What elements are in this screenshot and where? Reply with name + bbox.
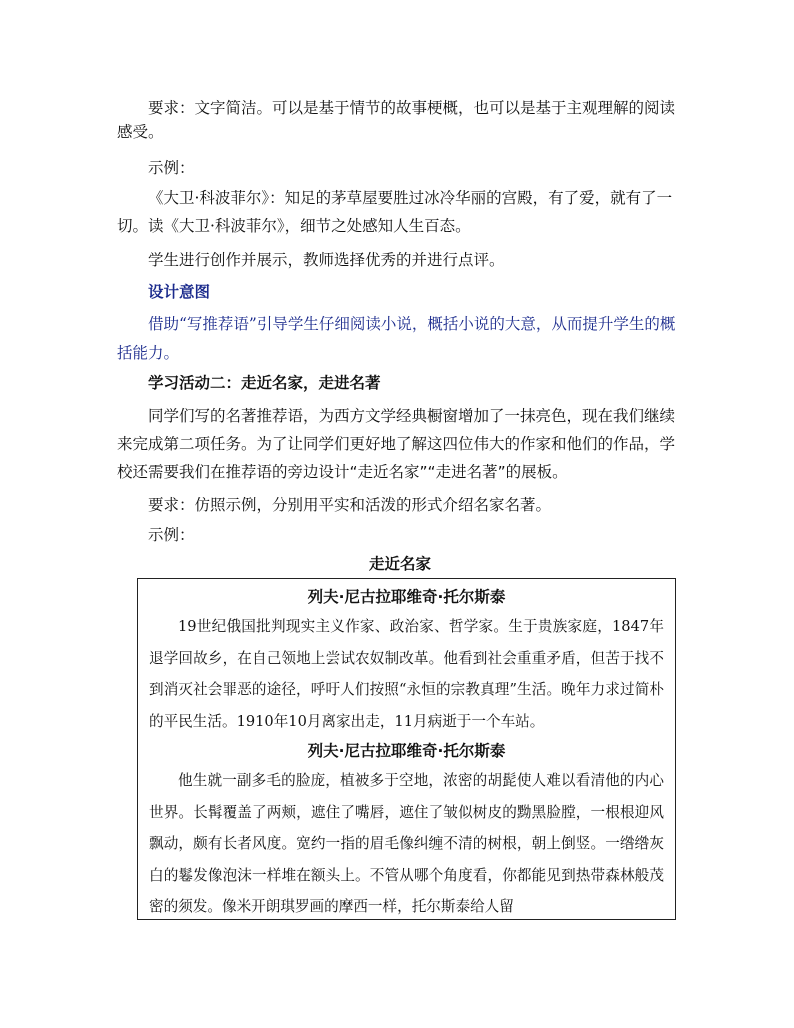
box-caption: 走近名家 xyxy=(368,555,431,573)
author-intro-box xyxy=(137,578,676,920)
box-title-1: 列夫·尼古拉耶维奇·托尔斯泰 xyxy=(307,588,506,606)
box-paragraph-1: 19世纪俄国批判现实主义作家、政治家、哲学家。生于贵族家庭，1847年退学回故乡，在自己领地上尝试农奴制改革。他看到社会重重矛盾，但苦于找不到消灭社会罪恶的途径，呼吁人们按照“永恒的宗教真理”生活。晚年力求过简朴的平民生活。1910年10月离家出走，11月病逝于一个车站。 xyxy=(149,618,664,730)
box-title-2: 列夫·尼古拉耶维奇·托尔斯泰 xyxy=(307,742,506,760)
example-label-2: 示例： xyxy=(148,526,195,544)
design-intent-text: 借助“写推荐语”引导学生仔细阅读小说，概括小说的大意，从而提升学生的概括能力。 xyxy=(117,315,676,362)
box-paragraph-2: 他生就一副多毛的脸庞，植被多于空地，浓密的胡髭使人难以看清他的内心世界。长髯覆盖了两颊，遮住了嘴唇，遮住了皱似树皮的黝黑脸膛，一根根迎风飘动，颇有长者风度。宽约一指的眉毛像纠缠不清的树根，朝上倒竖。一绺绺灰白的鬈发像泡沫一样堆在额头上。不管从哪个角度看，你都能见到热带森林般茂密的须发。像米开朗琪罗画的摩西一样，托尔斯泰给人留 xyxy=(149,772,664,915)
activity-heading: 学习活动二：走近名家，走进名著 xyxy=(148,374,381,392)
activity-paragraph: 同学们写的名著推荐语，为西方文学经典橱窗增加了一抹亮色，现在我们继续来完成第二项任务。为了让同学们更好地了解这四位伟大的作家和他们的作品，学校还需要我们在推荐语的旁边设计“走近名家”“走进名著”的展板。 xyxy=(117,407,676,481)
example-label: 示例： xyxy=(148,159,195,177)
student-creation-text: 学生进行创作并展示，教师选择优秀的并进行点评。 xyxy=(148,251,505,269)
requirement-paragraph: 要求：文字简洁。可以是基于情节的故事梗概，也可以是基于主观理解的阅读感受。 xyxy=(117,99,676,141)
requirement2-paragraph: 要求：仿照示例，分别用平实和活泼的形式介绍名家名著。 xyxy=(148,496,552,514)
example-text: 《大卫·科波菲尔》：知足的茅草屋要胜过冰冷华丽的宫殿，有了爱，就有了一切。读《大卫·科波菲尔》，细节之处感知人生百态。 xyxy=(117,189,673,235)
design-intent-heading: 设计意图 xyxy=(148,283,211,301)
